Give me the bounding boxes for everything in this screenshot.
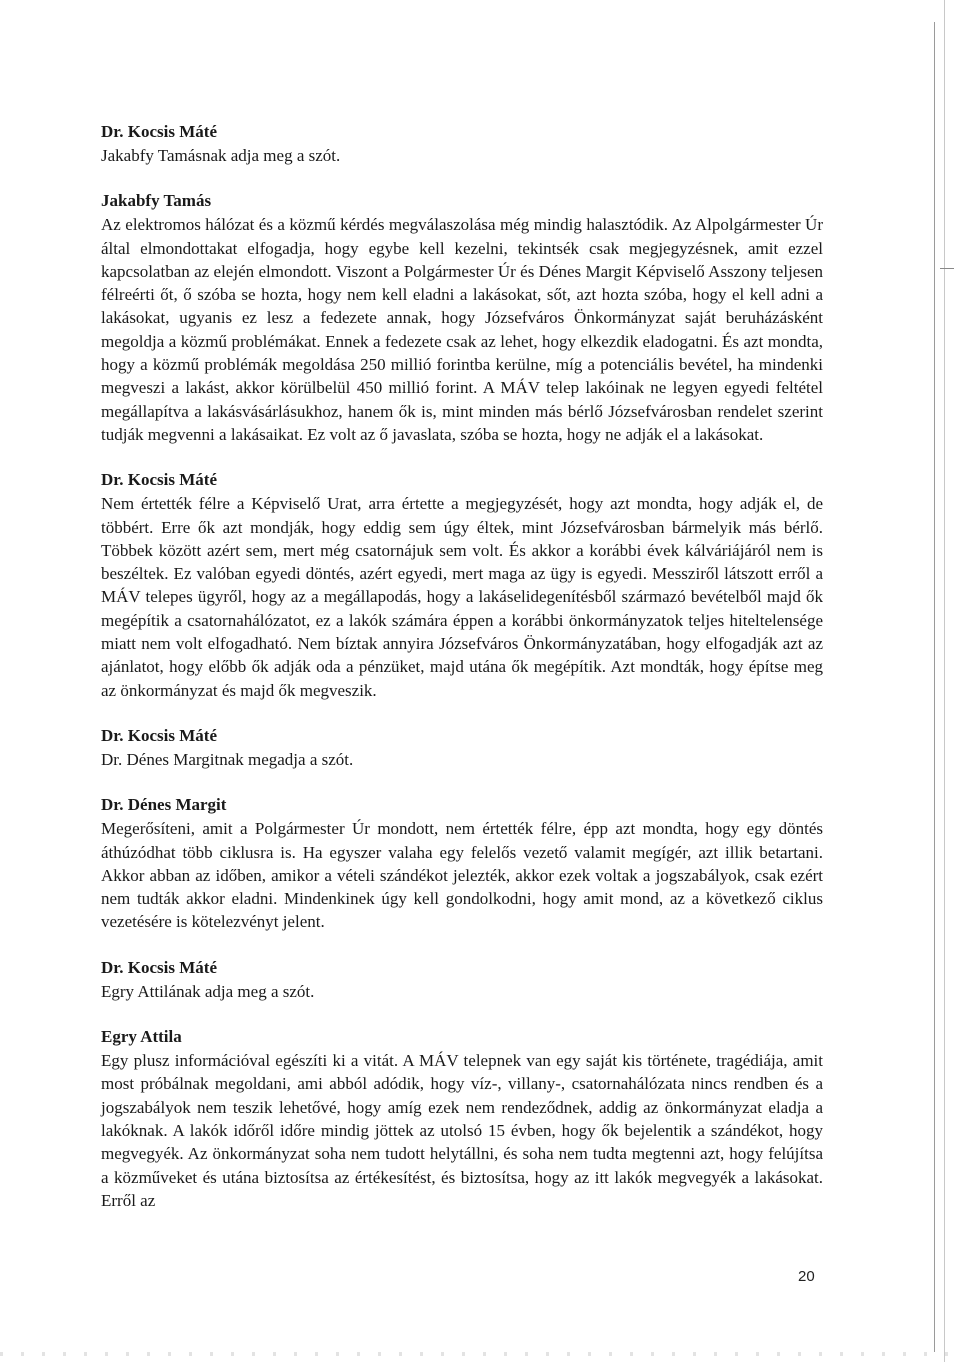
speech-text: Egry Attilának adja meg a szót. xyxy=(101,981,315,1001)
speaker-name: Dr. Kocsis Máté xyxy=(101,957,217,977)
speech-text: Az elektromos hálózat és a közmű kérdés megválaszolása még mindig halasztódik. Az Alpolgármester Úr által elmondottakat elfogadja, hogy egybe kell kezelni, tekintsék csak megjegyzésnek, amit ezzel kapcsolatban az elején elmondott. Viszont a Polgármester Úr és Dénes Margit Képviselő Asszony teljesen félreérti őt, ő szóba se hozta, hogy nem kell eladni a lakásokat, sőt, azt hozta szóba, hogy el kell adni a lakásokat, ugyanis ez lesz a fedezete annak, hogy Józsefváros Önkormányzat saját beruházásként megoldja a közmű problémákat. Ennek a fedezete csak az lehet, hogy elkezdik eladogatni. És azt mondta, hogy a közmű problémák megoldása 250 millió forintba kerülne, míg a potenciális bevétel, ha mindenki megveszi a lakást, akkor körülbelül 450 millió forint. A MÁV telep lakóinak ne legyen egyedi feltétel megállapítva a lakásvásárlásukhoz, hanem ők is, mint minden más bérlő Józsefvárosban rendelet szerint tudják megvenni a lakásaikat. Ez volt az ő javaslata, szóba se hozta, hogy ne adják el a lakásokat. xyxy=(101,215,823,444)
speech-block xyxy=(101,793,823,933)
speaker-name: Dr. Kocsis Máté xyxy=(101,122,217,141)
speech-block xyxy=(101,1025,823,1212)
scan-bottom-artifact xyxy=(0,1352,960,1356)
speaker-name: Dr. Kocsis Máté xyxy=(101,725,217,745)
page-number: 20 xyxy=(798,1268,815,1285)
scan-edge-line xyxy=(934,22,935,1352)
speech-block xyxy=(101,956,823,1003)
speech-text: Jakabfy Tamásnak adja meg a szót. xyxy=(101,146,341,165)
speech-block xyxy=(101,724,823,771)
scan-tick-mark xyxy=(940,268,954,269)
document-body xyxy=(101,120,823,1234)
speech-text: Nem értették félre a Képviselő Urat, arra értette a megjegyzését, hogy azt mondta, hogy adják el, de többért. Erre ők azt mondják, hogy eddig sem úgy éltek, mint Józsefvárosban bármelyik más bérlő. Többek között azért sem, mert még csatornájuk sem volt. És akkor a korábbi évek kálváriájáról nem is beszéltek. Ez valóban egyedi döntés, azért egyedi, mert maga az ügy is egyedi. Messziről látszott erről a MÁV telepes ügyről, hogy az a megállapodás, hogy a lakáselidegenítésből származó bevételből majd ők megépítik a csatornahálózatot, ez a lakók számára éppen a korábbi önkormányzatok teljes hiteltelensége miatt nem volt elfogadható. Nem bíztak annyira Józsefváros Önkormányzatában, hogy elfogadják azt az ajánlatot, hogy előbb ők adják oda a pénzüket, majd utána ők megépítik. Azt mondták, hogy építse meg az önkormányzat és majd ők megveszik. xyxy=(101,494,823,700)
speech-text: Megerősíteni, amit a Polgármester Úr mondott, nem értették félre, épp azt mondta, hogy egy döntés áthúzódhat több ciklusra is. Ha egyszer valaha egy felelős vezető valamit megígér, azt illik betartani. Akkor abban az időben, amikor a vételi szándékot jelezték, akkor ezek voltak a jogszabályok, csak ezért nem tudták akkor eladni. Mindenkinek úgy kell gondolkodni, hogy amit mond, az a következő ciklus vezetésére is kötelezvényt jelent. xyxy=(101,819,823,932)
speaker-name: Dr. Dénes Margit xyxy=(101,795,227,815)
scan-edge-line-outer xyxy=(944,0,945,1362)
speaker-name: Jakabfy Tamás xyxy=(101,191,212,211)
speech-block xyxy=(101,468,823,702)
speech-text: Dr. Dénes Margitnak megadja a szót. xyxy=(101,749,354,769)
speech-block xyxy=(101,120,823,167)
speech-text: Egy plusz információval egészíti ki a vitát. A MÁV telepnek van egy saját kis története, tragédiája, amit most próbálnak megoldani, ami abból adódik, hogy víz-, villany-, csatornahálózata nincs rendben és a jogszabályok nem teszik lehetővé, hogy amíg ezek nem rendeződnek, addig az önkormányzat eladja a lakóknak. A lakók időről időre mindig jöttek az utolsó 15 évben, hogy ők bejelentik a szándékot, hogy megvegyék. Az önkormányzat soha nem tudott helytállni, és soha nem tudta megtenni azt, hogy felújítsa a közműveket és utána biztosítsa az értékesítést, és biztosítsa, hogy az itt lakók megvegyék a lakásokat. Erről az xyxy=(101,1051,823,1210)
speaker-name: Dr. Kocsis Máté xyxy=(101,470,217,490)
speaker-name: Egry Attila xyxy=(101,1027,182,1047)
speech-block xyxy=(101,189,823,446)
